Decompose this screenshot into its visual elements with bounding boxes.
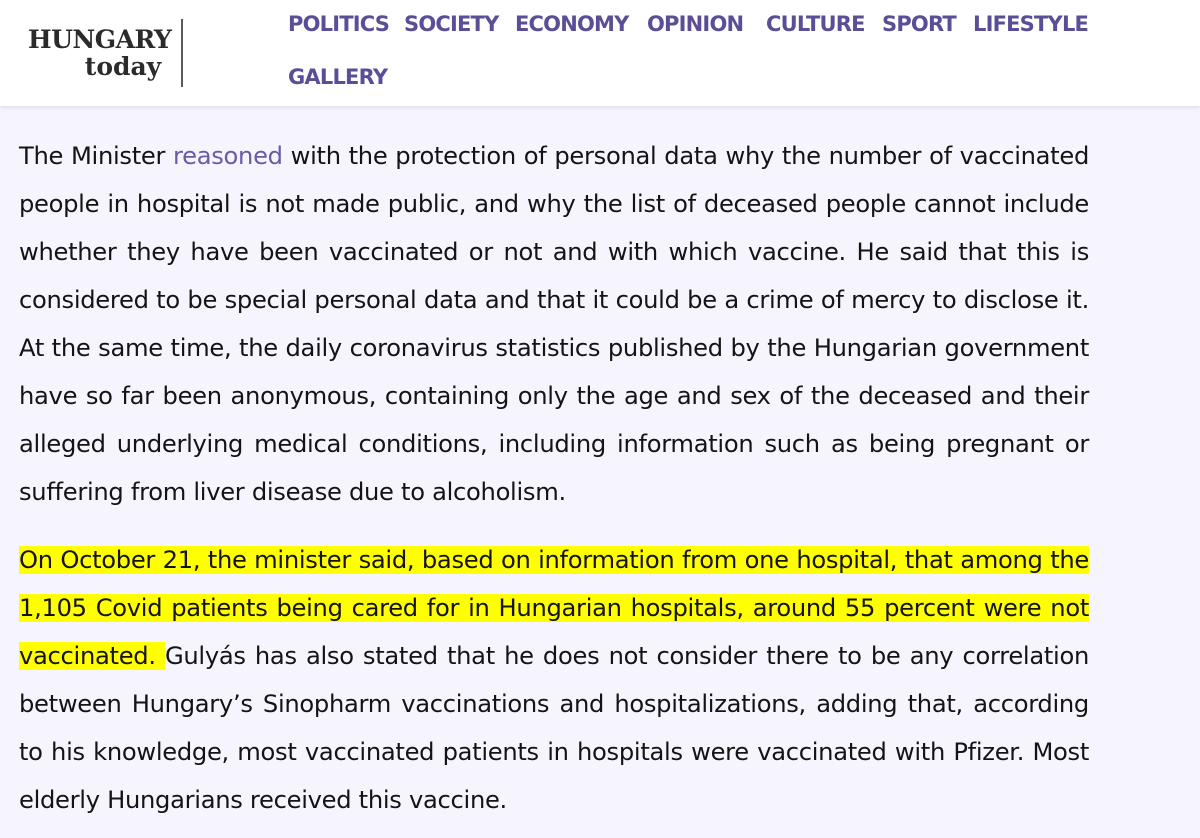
nav-item-gallery[interactable]: GALLERY bbox=[288, 65, 388, 89]
logo-line-2: today bbox=[84, 52, 162, 81]
article-paragraph bbox=[19, 132, 1089, 516]
nav-item-culture[interactable]: CULTURE bbox=[766, 12, 865, 36]
highlighted-text: On October 21, the minister said, based on information from one hospital, that among the 1,105 Covid patients being cared for in Hungarian hospitals, around 55 percent were not vaccinated. bbox=[19, 546, 1089, 670]
nav-item-economy[interactable]: ECONOMY bbox=[515, 12, 629, 36]
article-paragraph bbox=[19, 536, 1089, 824]
logo-line-1: HUNGARY bbox=[28, 25, 172, 54]
site-header bbox=[0, 0, 1200, 106]
logo-divider bbox=[181, 19, 183, 87]
nav-item-opinion[interactable]: OPINION bbox=[647, 12, 744, 36]
nav-item-society[interactable]: SOCIETY bbox=[404, 12, 499, 36]
paragraph-text: The Minister bbox=[19, 142, 174, 170]
nav-item-sport[interactable]: SPORT bbox=[882, 12, 956, 36]
site-logo[interactable] bbox=[28, 25, 172, 81]
paragraph-text: Gulyás has also stated that he does not consider there to be any correlation between Hungary’s Sinopharm vaccinations and hospitalizations, adding that, according to his knowledge, most vaccinated patients in hospitals were vaccinated with Pfizer. Most elderly Hungarians received this vaccine. bbox=[19, 642, 1089, 814]
nav-item-lifestyle[interactable]: LIFESTYLE bbox=[973, 12, 1089, 36]
article-body bbox=[19, 132, 1089, 824]
reasoned-link[interactable]: reasoned bbox=[173, 142, 283, 170]
paragraph-text: with the protection of personal data why the number of vaccinated people in hospital is not made public, and why the list of deceased people cannot include whether they have been vaccinated or not and with which vaccine. He said that this is considered to be special personal data and that it could be a crime of mercy to disclose it. At the same time, the daily coronavirus statistics published by the Hungarian government have so far been anonymous, containing only the age and sex of the deceased and their alleged underlying medical conditions, including information such as being pregnant or suffering from liver disease due to alcoholism. bbox=[19, 142, 1090, 506]
nav-item-politics[interactable]: POLITICS bbox=[288, 12, 390, 36]
